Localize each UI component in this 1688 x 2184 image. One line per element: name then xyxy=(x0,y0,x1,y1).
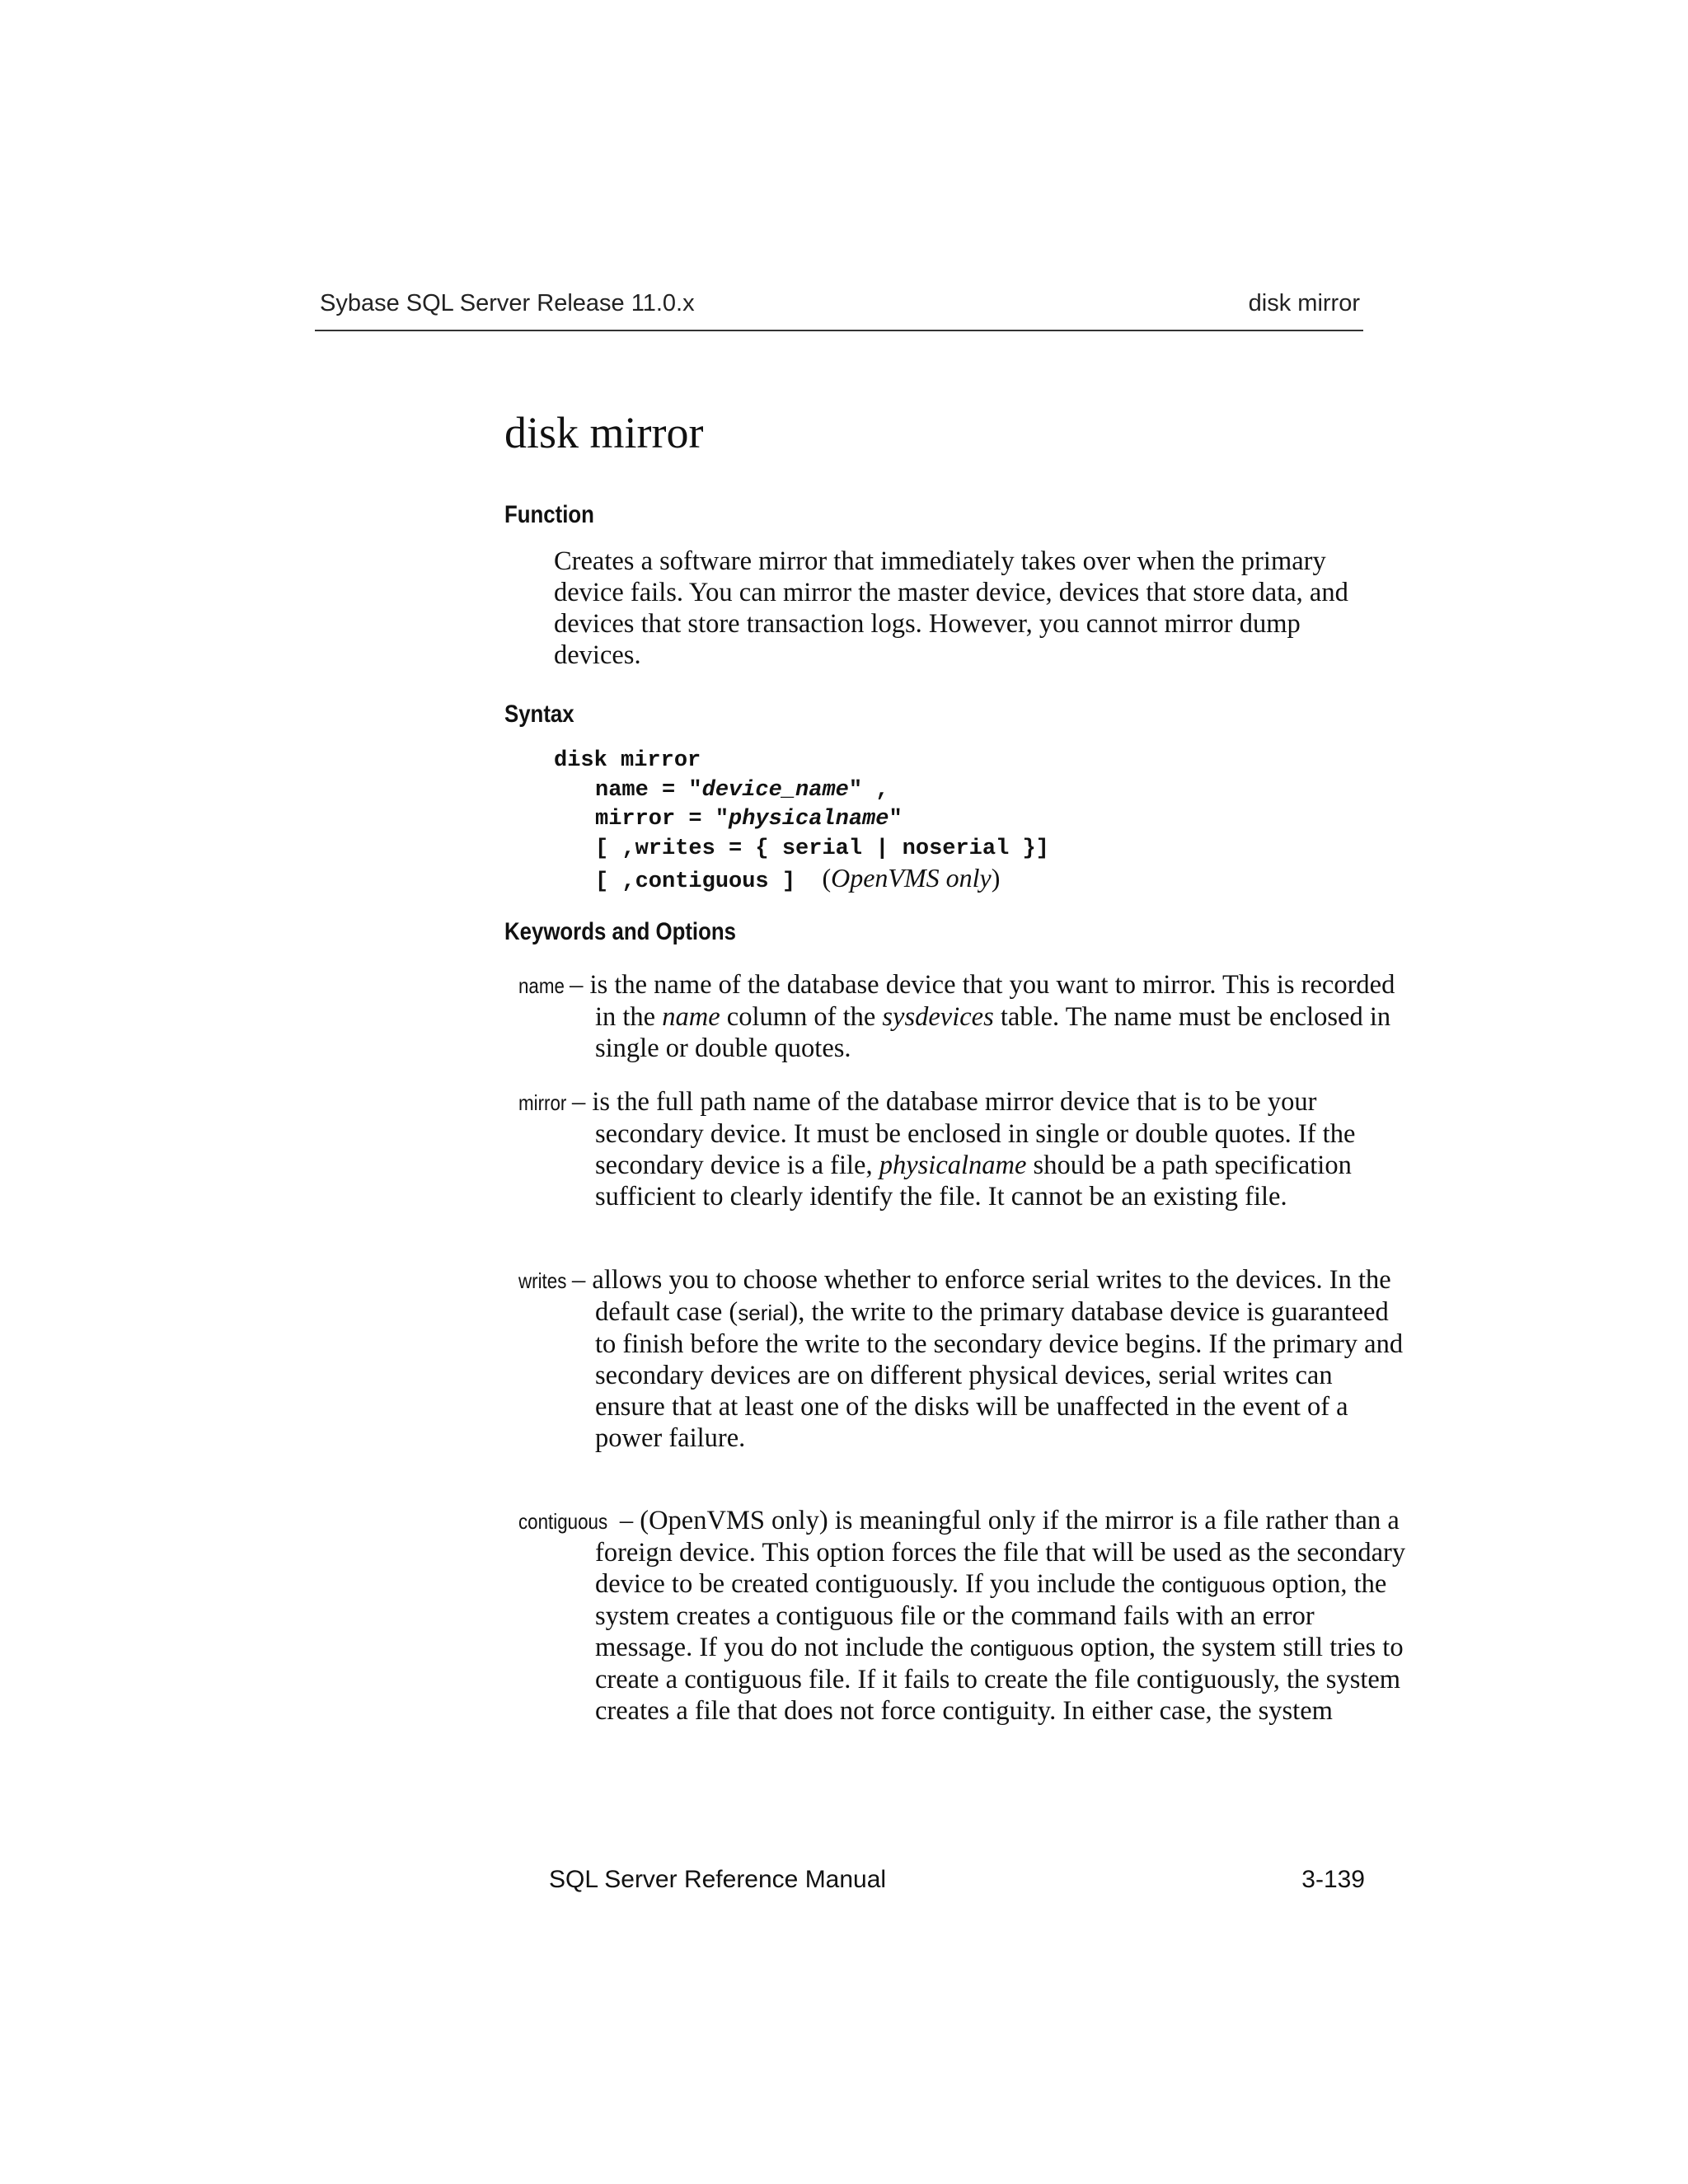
syntax-name-suffix: " , xyxy=(848,777,889,803)
header-topic: disk mirror xyxy=(1248,290,1360,316)
syntax-name-prefix: name = " xyxy=(595,777,702,803)
syntax-mirror-prefix: mirror = " xyxy=(595,807,729,832)
syntax-writes-option: [ ,writes = { serial | noserial }] xyxy=(595,836,1049,861)
keyword-entry-mirror: mirror – is the full path name of the database mirror device that is to be your secondary device. It must be enclosed in single or double quotes. If the secondary device is a file, physicalname should be a path specification sufficient to clearly identify the file. It cannot be an existing file. xyxy=(518,1087,1356,1212)
keyword-label: writes xyxy=(518,1268,567,1293)
page-number: 3-139 xyxy=(1301,1866,1365,1893)
syntax-command: disk mirror xyxy=(554,748,701,773)
page-footer xyxy=(549,1866,1365,1899)
header-manual-release: Sybase SQL Server Release 11.0.x xyxy=(320,290,695,316)
syntax-line-contiguous xyxy=(554,864,1049,898)
syntax-line-mirror xyxy=(554,805,1049,835)
keyword-entry-name: name – is the name of the database device that you want to mirror. This is recorded in the name column of the sysdevices table. The name must be enclosed in single or double quotes. xyxy=(518,970,1395,1063)
keyword-label: mirror xyxy=(518,1090,567,1115)
syntax-physicalname-arg: physicalname xyxy=(729,807,889,832)
syntax-line-name xyxy=(554,776,1049,806)
keyword-label: contiguous xyxy=(518,1509,608,1534)
function-heading: Function xyxy=(504,501,594,528)
keyword-label: name xyxy=(518,973,565,998)
syntax-line-writes xyxy=(554,835,1049,865)
keyword-entry-writes: writes – allows you to choose whether to enforce serial writes to the devices. In the default case (serial), the write to the primary database device is guaranteed to finish before the write to the secondary device begins. If the primary and secondary devices are on different physical devices, serial writes can ensure that at least one of the disks will be unaffected in the event of a power failure. xyxy=(518,1265,1404,1453)
page-title: disk mirror xyxy=(504,408,704,457)
syntax-contiguous-option: [ ,contiguous ] xyxy=(595,869,796,894)
footer-manual-title: SQL Server Reference Manual xyxy=(549,1866,887,1893)
function-description: Creates a software mirror that immediately takes over when the primary device fails. You can mirror the master device, devices that store data, and devices that store transaction logs. However, you cannot mirror dump devices. xyxy=(554,546,1348,670)
syntax-platform-note: (OpenVMS only) xyxy=(822,863,1001,893)
syntax-heading: Syntax xyxy=(504,701,574,728)
syntax-device-name-arg: device_name xyxy=(701,777,849,803)
keywords-heading: Keywords and Options xyxy=(504,918,736,945)
keyword-entry-contiguous: contiguous – (OpenVMS only) is meaningful only if the mirror is a file rather than a foreign device. This option forces the file that will be used as the secondary device to be created contiguously. If you include the contiguous option, the system creates a contiguous file or the command fails with an error message. If you do not include the contiguous option, the system still tries to create a contiguous file. If it fails to create the file contiguously, the system creates a file that does not force contiguity. In either case, the system xyxy=(518,1506,1406,1726)
running-header xyxy=(315,290,1363,331)
syntax-block xyxy=(554,747,1049,898)
syntax-mirror-suffix: " xyxy=(889,807,903,832)
syntax-line-command xyxy=(554,747,1049,776)
